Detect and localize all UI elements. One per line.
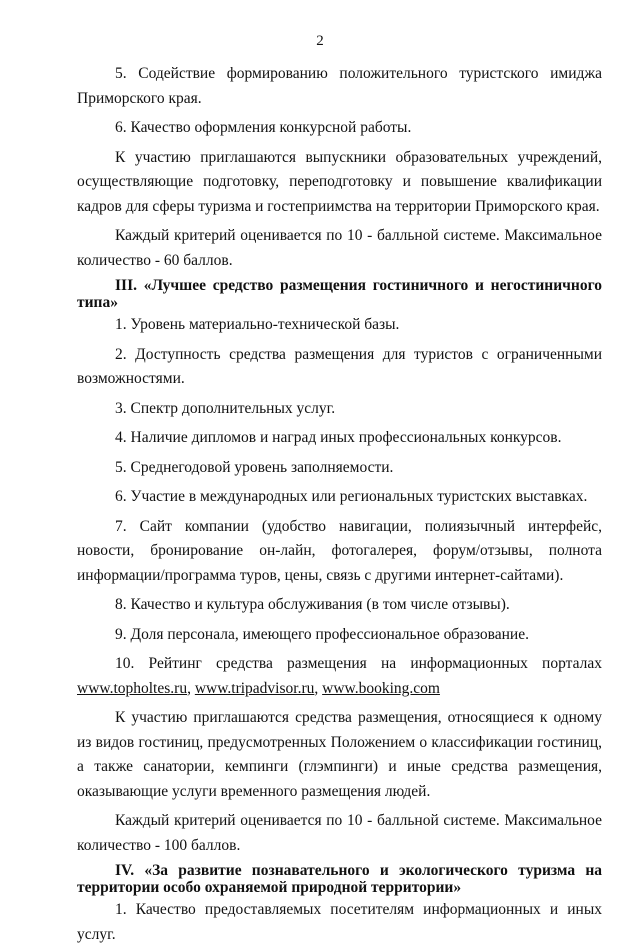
participants-paragraph: К участию приглашаются выпускники образовательных учреждений, осуществляющие подготовку, переподготовку и повышение квалификации кадров для сферы туризма и гостеприимства на территории Приморского края. (77, 148, 602, 215)
criterion-6-paragraph: 6. Качество оформления конкурсной работы. (115, 119, 412, 136)
page-number: 2 (316, 33, 324, 49)
separator: , (314, 679, 323, 697)
scoring-paragraph: Каждый критерий оценивается по 10 - балльной системе. Максимальное количество - 60 баллов. (77, 227, 602, 269)
criterion-4: 4. Наличие дипломов и наград иных профессиональных конкурсов. (115, 429, 562, 446)
criterion-10-text: 10. Рейтинг средства размещения на информационных порталах (115, 655, 602, 672)
link-tripadvisor[interactable]: www.tripadvisor.ru (194, 679, 315, 697)
criterion-9: 9. Доля персонала, имеющего профессиональное образование. (115, 625, 529, 643)
criterion-3: 3. Спектр дополнительных услуг. (115, 399, 336, 417)
section-iv-heading: IV. «За развитие познавательного и экологического туризма на территории особо охраняемой природной территории» (77, 862, 602, 896)
section-iii-heading: III. «Лучшее средство размещения гостиничного и негостиничного типа» (77, 277, 602, 311)
separator: , (187, 679, 195, 697)
accommodation-participants-paragraph: К участию приглашаются средства размещения, относящиеся к одному из видов гостиниц, предусмотренных Положением о классификации гостиниц, а также санатории, кемпинги (глэмпинги) и иные средства размещения, оказывающие услуги временного размещения людей. (77, 709, 602, 800)
scoring-paragraph-2: Каждый критерий оценивается по 10 - балльной системе. Максимальное количество - 100 баллов. (77, 812, 602, 854)
criterion-5: 5. Среднегодовой уровень заполняемости. (115, 458, 394, 476)
link-topholtes[interactable]: www.topholtes.ru (77, 679, 188, 697)
criterion-7: 7. Сайт компании (удобство навигации, полиязычный интерфейс, новости, бронирование он-лайн, фотогалерея, форум/отзывы, полнота информации/программа туров, цены, связь с другими интернет-сайтами). (77, 517, 602, 584)
criterion-10 (77, 652, 602, 701)
document-body (77, 62, 602, 948)
criterion-6: 6. Участие в международных или региональных туристских выставках. (115, 488, 588, 505)
criterion-8: 8. Качество и культура обслуживания (в том числе отзывы). (115, 596, 510, 613)
criterion-2: 2. Доступность средства размещения для туристов с ограниченными возможностями. (77, 345, 602, 387)
criterion-5-paragraph: 5. Содействие формированию положительного туристского имиджа Приморского края. (77, 65, 602, 107)
link-booking[interactable]: www.booking.com (322, 679, 440, 697)
criterion-1: 1. Уровень материально-технической базы. (115, 316, 400, 333)
section-iv-criterion-1: 1. Качество предоставляемых посетителям информационных и иных услуг. (77, 901, 602, 943)
